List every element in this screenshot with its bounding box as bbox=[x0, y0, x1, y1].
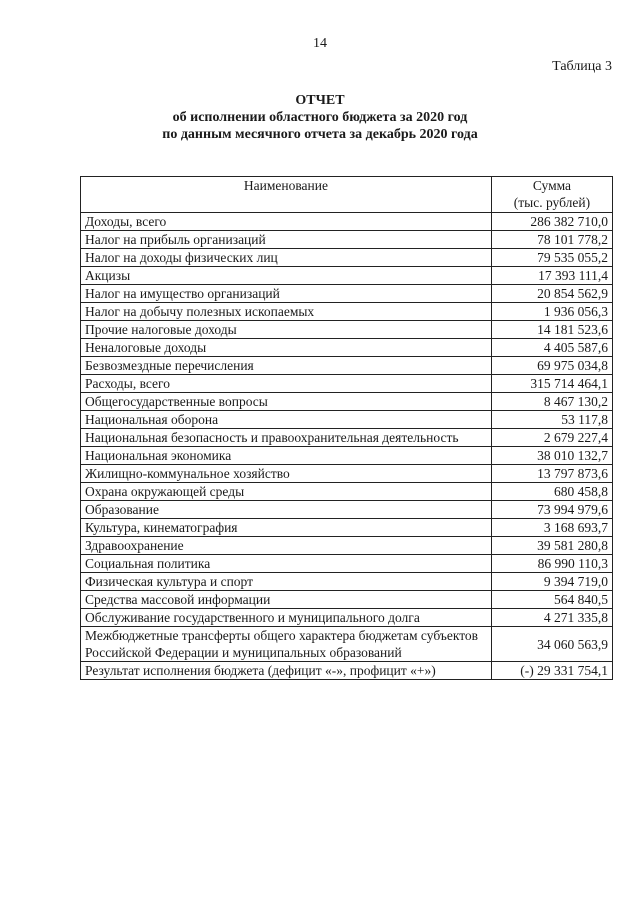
row-amount: 17 393 111,4 bbox=[491, 267, 612, 285]
table-row bbox=[81, 537, 613, 555]
row-amount: 73 994 979,6 bbox=[491, 501, 612, 519]
table-row bbox=[81, 483, 613, 501]
table-row bbox=[81, 393, 613, 411]
table-row bbox=[81, 267, 613, 285]
row-name: Общегосударственные вопросы bbox=[81, 393, 492, 411]
row-amount: 78 101 778,2 bbox=[491, 231, 612, 249]
row-name: Безвозмездные перечисления bbox=[81, 357, 492, 375]
row-amount: 39 581 280,8 bbox=[491, 537, 612, 555]
row-name: Физическая культура и спорт bbox=[81, 573, 492, 591]
table-row bbox=[81, 609, 613, 627]
table-row bbox=[81, 321, 613, 339]
row-name: Налог на добычу полезных ископаемых bbox=[81, 303, 492, 321]
table-row bbox=[81, 662, 613, 680]
table-row bbox=[81, 411, 613, 429]
row-amount: 38 010 132,7 bbox=[491, 447, 612, 465]
report-title-line2: об исполнении областного бюджета за 2020 год bbox=[172, 110, 468, 125]
table-row bbox=[81, 627, 613, 662]
budget-report-table bbox=[80, 176, 613, 680]
row-name: Образование bbox=[81, 501, 492, 519]
row-amount: 9 394 719,0 bbox=[491, 573, 612, 591]
table-row bbox=[81, 231, 613, 249]
report-title bbox=[0, 92, 640, 143]
row-amount: 315 714 464,1 bbox=[491, 375, 612, 393]
header-amount-line1: Сумма bbox=[532, 178, 572, 193]
row-name: Расходы, всего bbox=[81, 375, 492, 393]
row-amount: 4 271 335,8 bbox=[491, 609, 612, 627]
table-row bbox=[81, 285, 613, 303]
header-name: Наименование bbox=[81, 177, 492, 213]
table-row bbox=[81, 339, 613, 357]
row-name: Налог на прибыль организаций bbox=[81, 231, 492, 249]
row-name: Результат исполнения бюджета (дефицит «-», профицит «+») bbox=[81, 662, 492, 680]
row-name: Обслуживание государственного и муниципального долга bbox=[81, 609, 492, 627]
row-amount: 1 936 056,3 bbox=[491, 303, 612, 321]
header-amount-line2: (тыс. рублей) bbox=[513, 195, 591, 210]
row-name: Социальная политика bbox=[81, 555, 492, 573]
row-name: Налог на доходы физических лиц bbox=[81, 249, 492, 267]
table-header-row bbox=[81, 177, 613, 213]
row-name: Акцизы bbox=[81, 267, 492, 285]
table-row bbox=[81, 573, 613, 591]
report-title-line1: ОТЧЕТ bbox=[295, 93, 345, 108]
row-amount: 2 679 227,4 bbox=[491, 429, 612, 447]
row-name: Национальная безопасность и правоохранительная деятельность bbox=[81, 429, 492, 447]
row-name: Культура, кинематография bbox=[81, 519, 492, 537]
table-row bbox=[81, 375, 613, 393]
table-body bbox=[81, 213, 613, 680]
table-row bbox=[81, 447, 613, 465]
row-amount: 13 797 873,6 bbox=[491, 465, 612, 483]
row-amount: 286 382 710,0 bbox=[491, 213, 612, 231]
table-row bbox=[81, 429, 613, 447]
table-label: Таблица 3 bbox=[552, 59, 612, 74]
row-name: Жилищно-коммунальное хозяйство bbox=[81, 465, 492, 483]
row-name: Доходы, всего bbox=[81, 213, 492, 231]
table-row bbox=[81, 465, 613, 483]
row-amount: 14 181 523,6 bbox=[491, 321, 612, 339]
table-row bbox=[81, 249, 613, 267]
row-name: Налог на имущество организаций bbox=[81, 285, 492, 303]
row-amount: 3 168 693,7 bbox=[491, 519, 612, 537]
table-row bbox=[81, 213, 613, 231]
table-row bbox=[81, 555, 613, 573]
row-amount: 53 117,8 bbox=[491, 411, 612, 429]
row-amount: 34 060 563,9 bbox=[491, 627, 612, 662]
table-row bbox=[81, 501, 613, 519]
row-amount: 86 990 110,3 bbox=[491, 555, 612, 573]
row-amount: 69 975 034,8 bbox=[491, 357, 612, 375]
page-number: 14 bbox=[313, 36, 327, 51]
table-row bbox=[81, 357, 613, 375]
row-amount: 8 467 130,2 bbox=[491, 393, 612, 411]
table-row bbox=[81, 303, 613, 321]
row-amount: (-) 29 331 754,1 bbox=[491, 662, 612, 680]
row-amount: 4 405 587,6 bbox=[491, 339, 612, 357]
row-name: Прочие налоговые доходы bbox=[81, 321, 492, 339]
row-name: Неналоговые доходы bbox=[81, 339, 492, 357]
row-name: Национальная экономика bbox=[81, 447, 492, 465]
row-amount: 680 458,8 bbox=[491, 483, 612, 501]
report-title-line3: по данным месячного отчета за декабрь 2020 года bbox=[162, 127, 478, 142]
table-row bbox=[81, 591, 613, 609]
row-name: Межбюджетные трансферты общего характера бюджетам субъектов Российской Федерации и муниципальных образований bbox=[81, 627, 492, 662]
table-row bbox=[81, 519, 613, 537]
row-name: Национальная оборона bbox=[81, 411, 492, 429]
row-amount: 564 840,5 bbox=[491, 591, 612, 609]
row-name: Охрана окружающей среды bbox=[81, 483, 492, 501]
row-amount: 79 535 055,2 bbox=[491, 249, 612, 267]
row-name: Здравоохранение bbox=[81, 537, 492, 555]
row-name: Средства массовой информации bbox=[81, 591, 492, 609]
header-amount bbox=[491, 177, 612, 213]
row-amount: 20 854 562,9 bbox=[491, 285, 612, 303]
